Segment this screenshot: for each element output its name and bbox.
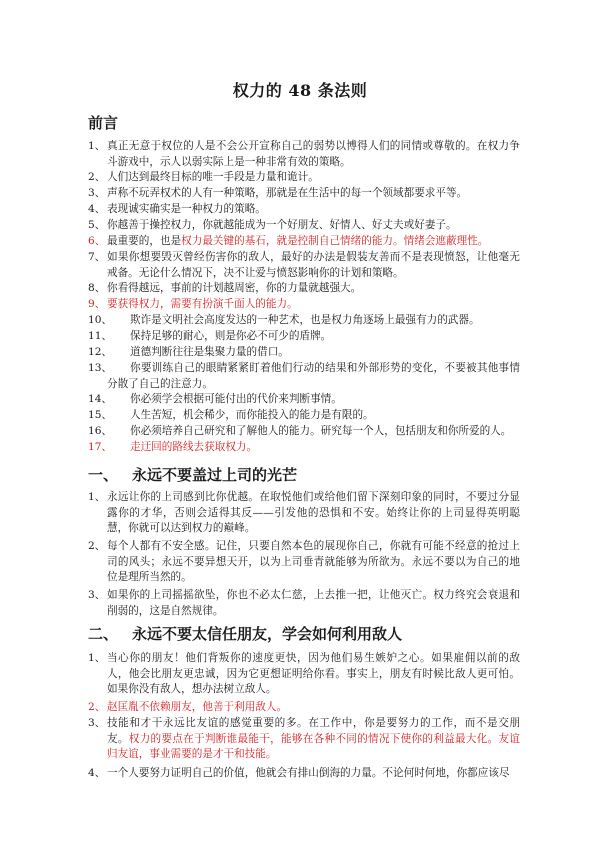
list-item: 1、 当心你的朋友！他们背叛你的速度更快，因为他们易生嫉妒之心。如果雇佣以前的敌人，他会比朋友更忠诚，因为它更想证明给你看。事实上，朋友有时候比敌人更可怕。如果你没有敌人，想办法树立敌人。 xyxy=(88,652,520,696)
list-item: 14、 你必须学会根据可能付出的代价来判断事情。 xyxy=(88,393,342,405)
highlight-text: 要获得权力，需要有扮演千面人的能力。 xyxy=(107,298,298,310)
list-item: 3、 技能和才干永远比友谊的感觉重要的多。在工作中，你是要努力的工作，而不是交朋友。权力的要点在于判断谁最能干，能够在各种不同的情况下使你的利益最大化。友谊归友谊，事业需要的是才干和技能。 xyxy=(88,717,521,761)
highlight-text: 赵匡胤不依赖朋友，他善于利用敌人。 xyxy=(107,701,288,713)
list-item: 10、 欺诈是文明社会高度发达的一种艺术，也是权力角逐场上最强有力的武器。 xyxy=(88,314,480,326)
list-item: 2、 每个人都有不安全感。记住，只要自然本色的展现你自己，你就有可能不经意的抢过上司的风头；永远不要异想天开，以为上司垂青就能够为所欲为。永远不要以为自己的地位是理所当然的。 xyxy=(88,540,520,584)
highlight-text: 权力的要点在于判断谁最能干，能够在各种不同的情况下使你的利益最大化。友谊归友谊，事业需要的是才干和技能。 xyxy=(107,732,521,761)
list-item: 7、 如果你想要毁灭曾经伤害你的敌人，最好的办法是假装友善而不是表现愤怒，让他毫无戒备。无论什么情况下，决不让爱与愤怒影响你的计划和策略。 xyxy=(88,251,520,279)
preface-heading: 前言 xyxy=(88,114,119,132)
list-item: 6、 最重要的，也是权力最关键的基石，就是控制自己情绪的能力。情绪会遮蔽理性。 xyxy=(88,235,489,247)
list-item: 11、 保持足够的耐心，则是你必不可少的盾牌。 xyxy=(88,330,332,342)
list-item: 17、 走迂回的路线去获取权力。 xyxy=(88,440,520,456)
list-item: 13、 你要训练自己的眼睛紧紧盯着他们行动的结果和外部形势的变化，不要被其他事情分散了自己的注意力。 xyxy=(88,362,520,390)
list-item: 4、 表现诚实确实是一种权力的策略。 xyxy=(88,203,266,215)
highlight-text: 走迂回的路线去获取权力。 xyxy=(130,441,258,453)
highlight-text: 权力最关键的基石，就是控制自己情绪的能力。情绪会遮蔽理性。 xyxy=(181,235,489,247)
list-item: 8、 你看得越远，事前的计划越周密，你的力量就越强大。 xyxy=(88,282,362,294)
list-item: 2、 赵匡胤不依赖朋友，他善于利用敌人。 xyxy=(88,700,520,716)
list-item: 16、 你必须培养自己研究和了解他人的能力。研究每一个人，包括朋友和你所爱的人。 xyxy=(88,425,512,437)
list-item: 2、 人们达到最终目标的唯一手段是力量和诡计。 xyxy=(88,171,319,183)
list-item: 9、 要获得权力，需要有扮演千面人的能力。 xyxy=(88,297,520,313)
page-title: 权力的 48 条法则 xyxy=(232,81,368,100)
list-item: 3、 声称不玩弄权术的人有一种策略，那就是在生活中的每一个领域都要求平等。 xyxy=(88,187,468,199)
list-item: 15、 人生苦短，机会稀少，而你能投入的能力是有限的。 xyxy=(88,409,374,421)
list-item: 1、 永远让你的上司感到比你优越。在取悦他们或给他们留下深刻印象的同时，不要过分显露你的才华，否则会适得其反——引发他的恐惧和不安。始终让你的上司显得英明聪慧，你就可以达到权力的巅峰。 xyxy=(88,491,520,535)
list-item: 12、 道德判断往往是集聚力量的借口。 xyxy=(88,346,289,358)
list-item: 4、 一个人要努力证明自己的价值，他就会有排山倒海的力量。不论何时何地，你都应该尽 xyxy=(88,767,510,779)
list-item: 1、 真正无意于权位的人是不会公开宣称自己的弱势以博得人们的同情或尊敬的。在权力争斗游戏中，示人以弱实际上是一种非常有效的策略。 xyxy=(88,140,520,168)
section-heading: 一、 永远不要盖过上司的光芒 xyxy=(88,466,298,484)
list-item: 3、 如果你的上司摇摇欲坠，你也不必太仁慈，上去推一把，让他灭亡。权力终究会衰退和削弱的，这是自然规律。 xyxy=(88,589,520,617)
list-item: 5、 你越善于操控权力，你就越能成为一个好朋友、好情人、好丈夫或好妻子。 xyxy=(88,219,457,231)
section-heading: 二、 永远不要太信任朋友，学会如何利用敌人 xyxy=(88,625,403,643)
